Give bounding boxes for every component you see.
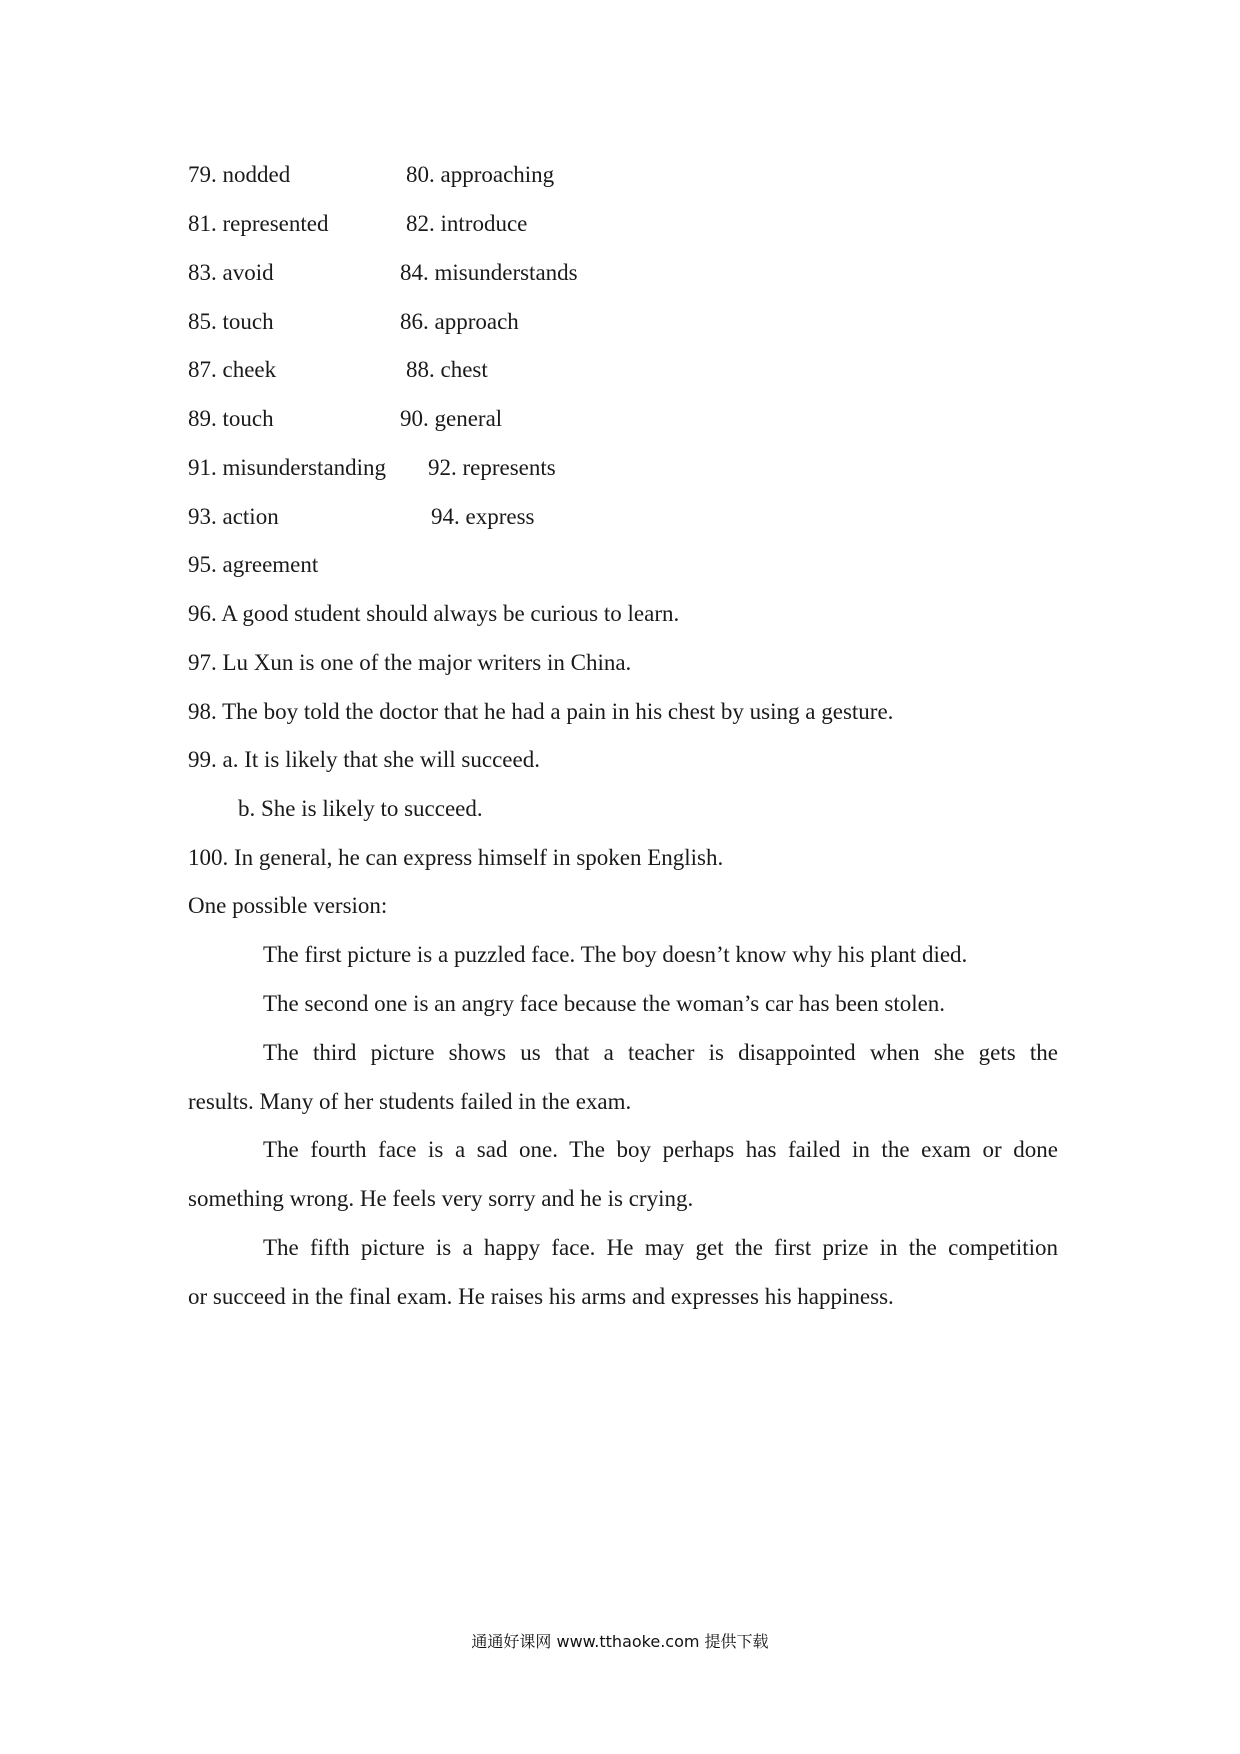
answer-99b: b. She is likely to succeed. [238,796,483,821]
answer-93: 93. action [188,504,279,529]
essay-paragraph-3-line-2: results. Many of her students failed in the exam. [188,1089,632,1114]
essay-paragraph-3-line-1: The third picture shows us that a teacher is disappointed when she gets the [263,1040,1058,1065]
answer-95: 95. agreement [188,552,319,577]
answer-100: 100. In general, he can express himself in spoken English. [188,845,724,870]
essay-paragraph-1: The first picture is a puzzled face. The boy doesn’t know why his plant died. [263,942,968,967]
essay-paragraph-4-line-2: something wrong. He feels very sorry and he is crying. [188,1186,694,1211]
answer-90: 90. general [400,406,503,431]
answer-91: 91. misunderstanding [188,455,387,480]
essay-paragraph-5-line-1: The fifth picture is a happy face. He may get the first prize in the competition [263,1235,1058,1260]
answer-89: 89. touch [188,406,274,431]
answer-79: 79. nodded [188,162,291,187]
answer-83: 83. avoid [188,260,274,285]
answer-81: 81. represented [188,211,329,236]
answer-92: 92. represents [428,455,556,480]
answer-80: 80. approaching [406,162,555,187]
essay-paragraph-4-line-1: The fourth face is a sad one. The boy perhaps has failed in the exam or done [263,1137,1058,1162]
essay-paragraph-5-line-2: or succeed in the final exam. He raises his arms and expresses his happiness. [188,1284,894,1309]
answer-86: 86. approach [400,309,519,334]
essay-heading: One possible version: [188,893,388,918]
answer-94: 94. express [431,504,535,529]
answer-82: 82. introduce [406,211,528,236]
answer-88: 88. chest [406,357,488,382]
answer-87: 87. cheek [188,357,277,382]
answer-84: 84. misunderstands [400,260,578,285]
answer-99a: 99. a. It is likely that she will succeed. [188,747,540,772]
answer-85: 85. touch [188,309,274,334]
answer-98: 98. The boy told the doctor that he had a pain in his chest by using a gesture. [188,699,894,724]
essay-paragraph-2: The second one is an angry face because the woman’s car has been stolen. [263,991,946,1016]
answer-96: 96. A good student should always be curious to learn. [188,601,680,626]
page-footer: 通通好课网 www.tthaoke.com 提供下载 [471,1632,769,1651]
answer-97: 97. Lu Xun is one of the major writers in China. [188,650,632,675]
